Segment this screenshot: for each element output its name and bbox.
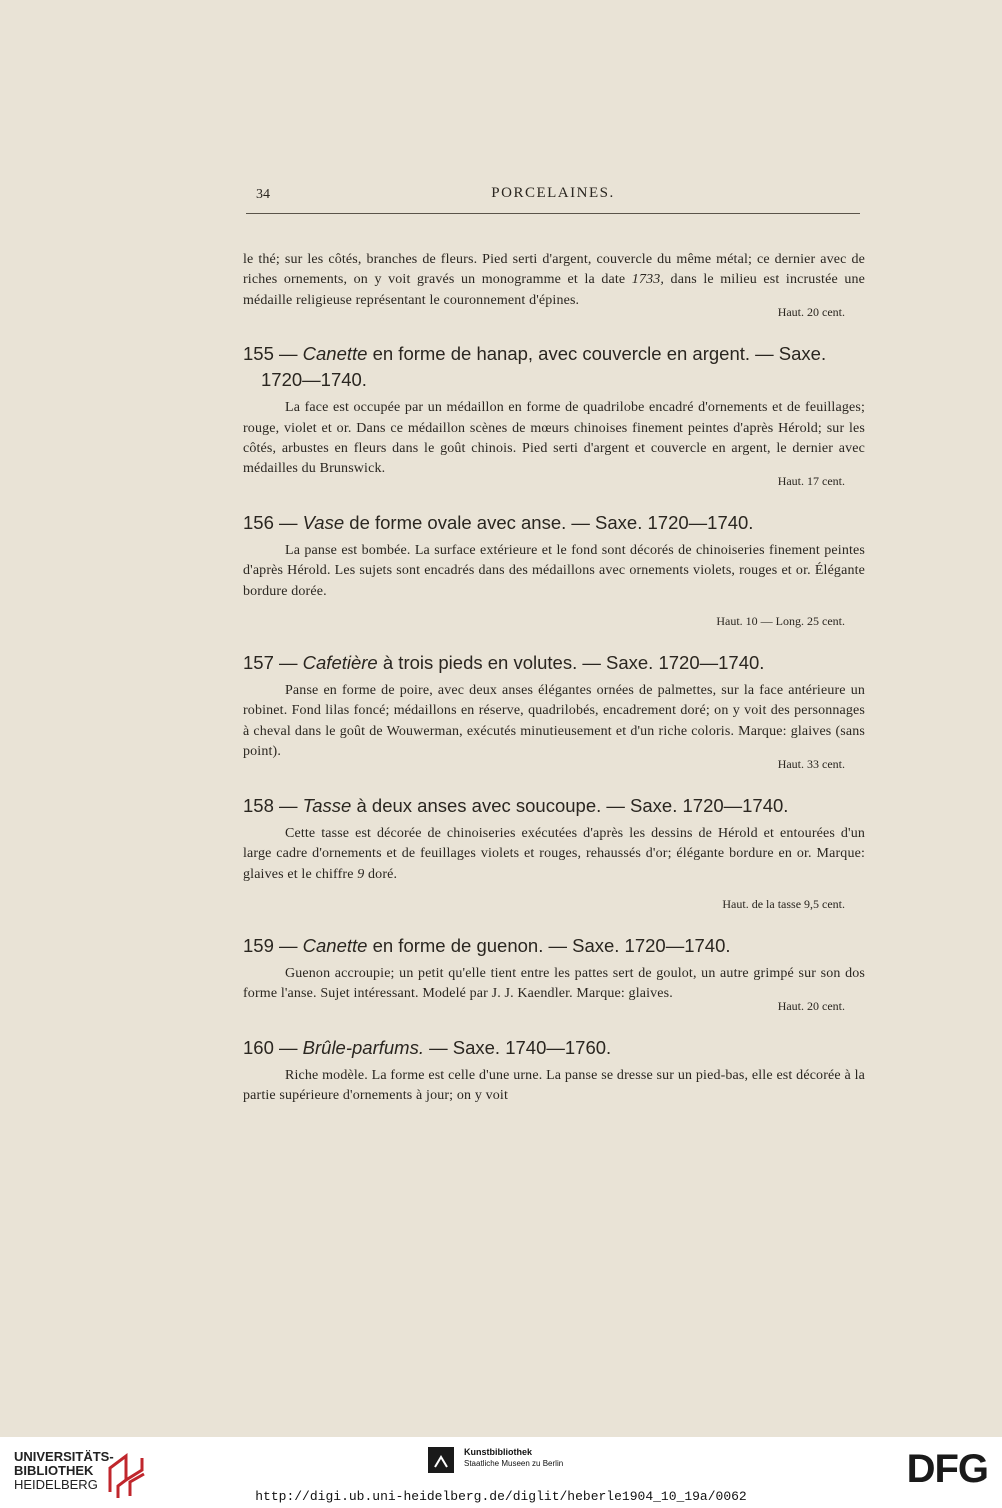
kunstbibliothek-name bbox=[464, 1447, 563, 1469]
catalog-entry-159 bbox=[243, 933, 865, 1015]
dimensions: Haut. 33 cent. bbox=[777, 756, 845, 771]
entry-heading bbox=[243, 341, 865, 393]
entry-heading bbox=[243, 510, 865, 536]
entry-number: 157 — bbox=[243, 652, 303, 674]
digitization-footer bbox=[0, 1437, 1002, 1508]
intro-text-2: dans le milieu est incrustée une médaille religieuse représentant le couronnement d'épines. bbox=[243, 272, 865, 308]
entry-title: Tasse bbox=[302, 794, 352, 816]
entry-heading bbox=[243, 650, 865, 676]
entry-number: 155 — bbox=[243, 343, 303, 365]
catalog-entry-156 bbox=[243, 510, 865, 630]
catalog-entry-155 bbox=[243, 341, 865, 490]
dfg-logo[interactable]: DFG bbox=[906, 1447, 988, 1491]
entry-description: en forme de hanap, avec couvercle en argent. — Saxe. bbox=[367, 343, 827, 365]
entry-title: Canette bbox=[302, 343, 368, 365]
intro-date: 1733, bbox=[631, 272, 665, 288]
catalog-entry-158 bbox=[243, 793, 865, 913]
dimensions: Haut. 20 cent. bbox=[777, 998, 845, 1013]
entry-text: Guenon accroupie; un petit qu'elle tient entre les pattes sert de goulot, un autre grimpé sur son dos forme l'anse. Sujet intéressant. Modelé par J. J. Kaendler. Marque: glaives. bbox=[243, 965, 865, 1002]
entry-description: à trois pieds en volutes. — Saxe. 1720—1740. bbox=[377, 652, 765, 674]
entry-date: 1720—1740. bbox=[261, 369, 367, 391]
library-name-line: UNIVERSITÄTS- bbox=[14, 1449, 114, 1464]
kunstbibliothek-mark-icon bbox=[428, 1447, 454, 1473]
library-name-line: HEIDELBERG bbox=[14, 1477, 98, 1492]
intro-text-1: le thé; sur les côtés, branches de fleurs. Pied serti d'argent, couvercle du même métal; ce dernier avec de riches ornements, on y voit gravés un monogramme et la date bbox=[243, 252, 865, 288]
entry-description: à deux anses avec soucoupe. — Saxe. 1720—1740. bbox=[351, 794, 789, 816]
entry-title: Vase bbox=[302, 511, 345, 533]
library-name-line: BIBLIOTHEK bbox=[14, 1463, 94, 1478]
entry-title: Cafetière bbox=[302, 652, 378, 674]
entry-text: Panse en forme de poire, avec deux anses élégantes ornées de palmettes, sur la face antérieure un robinet. Fond lilas foncé; médaillons en réserve, quadrilobés, encadrement doré; on y voit des personnages à cheval dans le goût de Wouwerman, exécutés minutieusement et d'un riche coloris. Marque: glaives (sans point). bbox=[243, 683, 865, 760]
entry-text-1: Cette tasse est décorée de chinoiseries exécutées d'après les dessins de Hérold et entourées d'un large cadre d'ornements et de feuillages violets et rouges, rehaussés d'or; élégante bordure en or. Marque: glaives et le chiffre bbox=[243, 825, 865, 882]
kunstbibliothek-title: Kunstbibliothek bbox=[464, 1447, 532, 1457]
dimensions: Haut. de la tasse 9,5 cent. bbox=[722, 896, 845, 911]
library-name bbox=[14, 1450, 114, 1492]
entry-number: 156 — bbox=[243, 511, 303, 533]
entry-description: — Saxe. 1740—1760. bbox=[423, 1036, 612, 1058]
dimensions: Haut. 17 cent. bbox=[777, 473, 845, 488]
page-header bbox=[246, 185, 860, 214]
entry-text: Riche modèle. La forme est celle d'une urne. La panse se dresse sur un pied-bas, elle est décorée à la partie supérieure d'ornements à jour; on y voit bbox=[243, 1067, 865, 1104]
entry-number: 160 — bbox=[243, 1036, 303, 1058]
entry-number: 158 — bbox=[243, 794, 303, 816]
catalog-entry-157 bbox=[243, 650, 865, 773]
entry-text-2: doré. bbox=[364, 866, 398, 882]
page-number: 34 bbox=[256, 187, 270, 202]
entry-description: de forme ovale avec anse. — Saxe. 1720—1740. bbox=[344, 511, 754, 533]
running-title: PORCELAINES. bbox=[491, 185, 615, 201]
entry-text: La panse est bombée. La surface extérieure et le fond sont décorés de chinoiseries finement peintes d'après Hérold. Les sujets sont encadrés dans des médaillons avec ornements violets, rouges et or. Élégante bordure dorée. bbox=[243, 542, 865, 599]
intro-paragraph bbox=[243, 250, 865, 311]
permalink-url[interactable]: http://digi.ub.uni-heidelberg.de/diglit/heberle1904_10_19a/0062 bbox=[255, 1489, 747, 1504]
entry-title: Canette bbox=[302, 934, 368, 956]
entry-heading bbox=[243, 933, 865, 959]
entry-number: 159 — bbox=[243, 934, 303, 956]
entry-description: en forme de guenon. — Saxe. 1720—1740. bbox=[367, 934, 731, 956]
entry-text bbox=[243, 824, 865, 885]
entry-cipher: 9 bbox=[357, 866, 365, 882]
entry-text: La face est occupée par un médaillon en forme de quadrilobe encadré d'ornements et de feuillages; rouge, violet et or. Dans ce médaillon scènes de mœurs chinoises finement peintes d'après Hérold; sur les côtés, arbustes en fleurs dans le goût chinois. Pied serti d'argent et couvercle en argent, le dernier avec médailles du Brunswick. bbox=[243, 400, 865, 477]
entry-heading bbox=[243, 793, 865, 819]
entry-title: Brûle-parfums. bbox=[302, 1036, 424, 1058]
dimensions: Haut. 20 cent. bbox=[777, 305, 845, 320]
entry-heading bbox=[243, 1035, 865, 1061]
kunstbibliothek-logo[interactable] bbox=[428, 1443, 588, 1483]
page-body bbox=[243, 250, 865, 1107]
catalog-entry-160 bbox=[243, 1035, 865, 1107]
kunstbibliothek-subtitle: Staatliche Museen zu Berlin bbox=[464, 1459, 564, 1468]
dimensions: Haut. 10 — Long. 25 cent. bbox=[716, 614, 845, 629]
